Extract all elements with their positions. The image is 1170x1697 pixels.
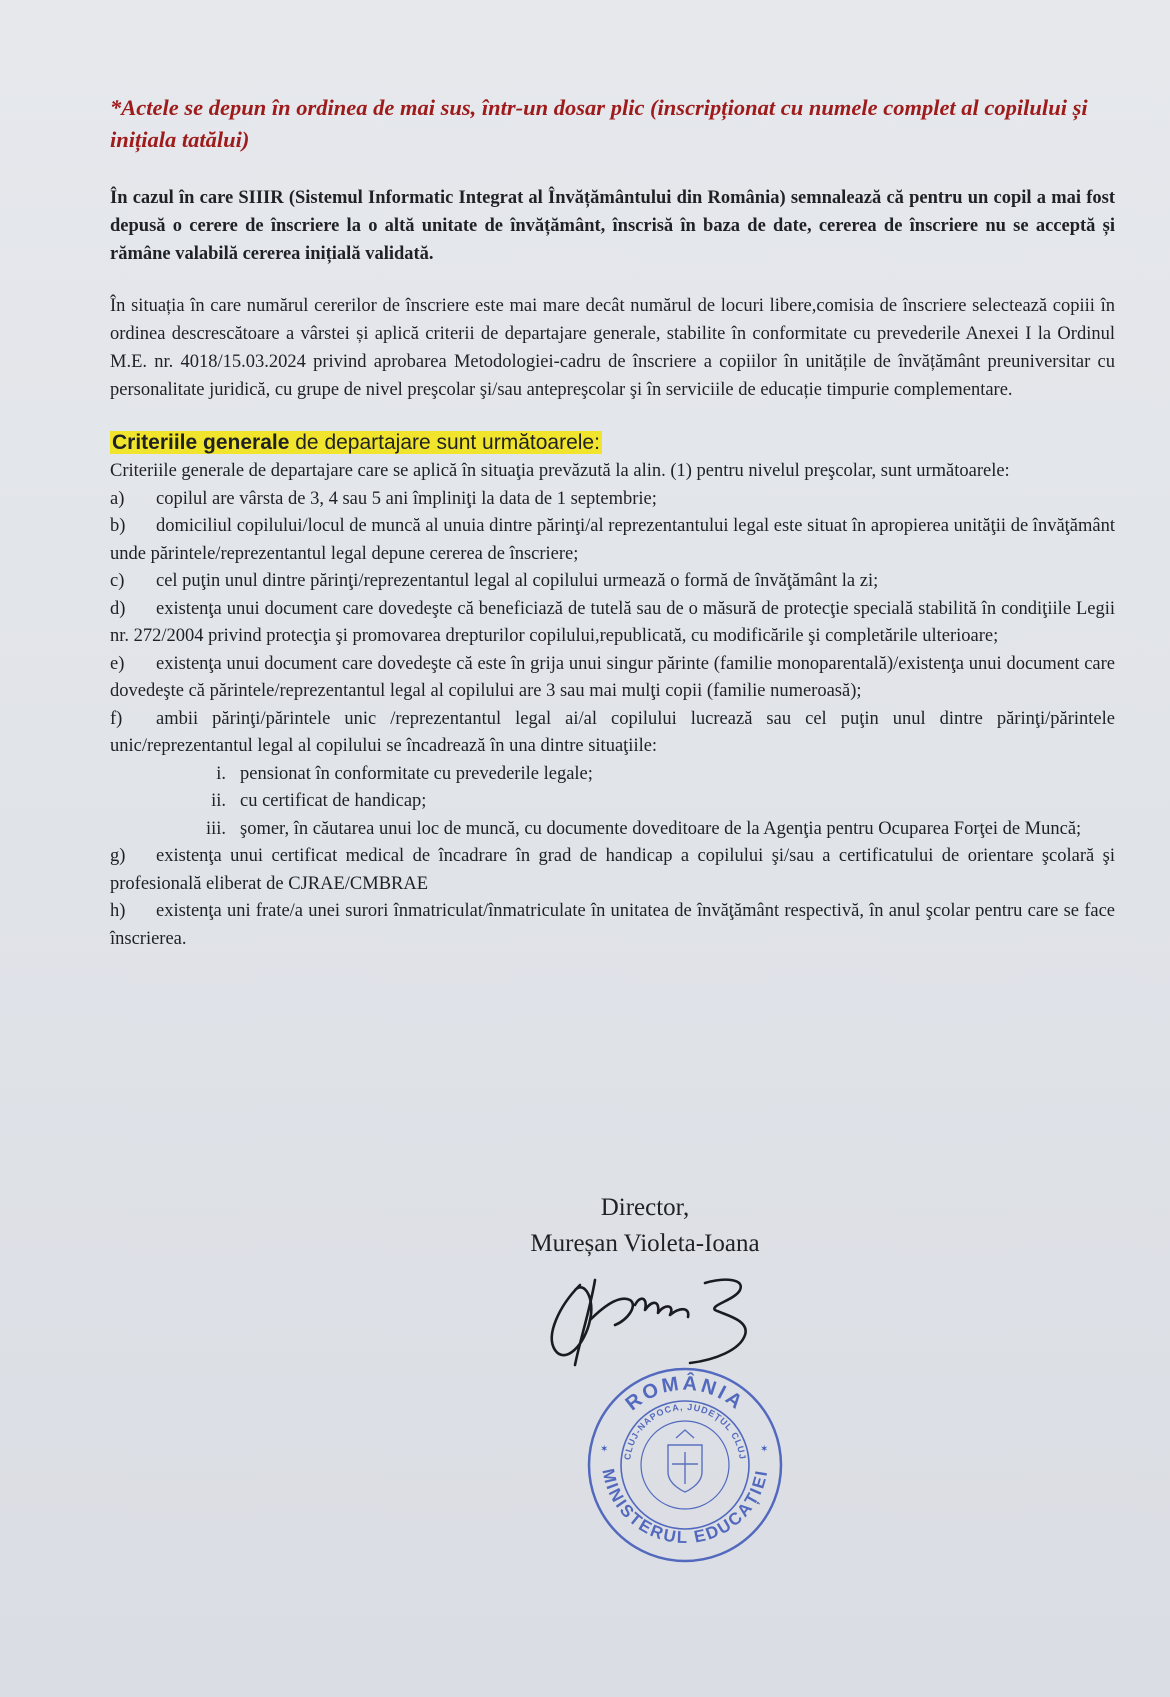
sub-criteria-item — [110, 816, 1115, 844]
criteria-item — [110, 706, 1115, 761]
sub-criteria-text: pensionat în conformitate cu prevederile legale; — [240, 763, 593, 784]
selection-paragraph: În situația în care numărul cererilor de înscriere este mai mare decât numărul de locuri libere,comisia de înscriere selectează copiii în ordinea descrescătoare a vârstei și aplică criterii de departajare generale, stabilite în conformitate cu prevederile Anexei I la Ordinul M.E. nr. 4018/15.03.2024 privind aprobarea Metodologiei-cadru de înscriere a copiilor în unitățile de învățământ preuniversitar cu personalitate juridică, cu grupe de nivel preşcolar şi/sau antepreşcolar şi în serviciile de educație timpurie complementare. — [110, 296, 1115, 400]
criteria-label: e) — [110, 653, 125, 674]
criteria-label: d) — [110, 598, 126, 619]
criteria-label: b) — [110, 516, 126, 536]
criteria-heading — [110, 428, 1115, 458]
criteria-label: g) — [110, 846, 126, 866]
criteria-text: existenţa unui document care dovedeşte că este în grija unui singur părinte (familie monoparentală)/existenţa unui document care dovedeşte că părintele/reprezentantul legal al copilului are 3 sau mai mulţi copii (familie numeroasă); — [110, 653, 1115, 701]
official-stamp — [580, 1360, 790, 1570]
criteria-heading-bold: Criteriile generale — [112, 431, 290, 454]
criteria-text: existenţa unui document care dovedeşte că beneficiază de tutelă sau de o măsură de protecţie specială stabilită în condiţiile Legii nr. 272/2004 privind protecţia şi promovarea drepturilor copilului,republicată, cu modificările şi completările ulterioare; — [110, 598, 1115, 646]
criteria-text: cel puţin unul dintre părinţi/reprezentantul legal al copilului urmează o formă de învăţământ la zi; — [156, 571, 879, 591]
criteria-label: c) — [110, 571, 125, 591]
criteria-label: h) — [110, 901, 126, 921]
handwritten-signature — [540, 1265, 770, 1375]
siiir-paragraph: În cazul în care SIIIR (Sistemul Informatic Integrat al Învățământului din România) semnalează că pentru un copil a mai fost depusă o cerere de înscriere la o altă unitate de învățământ, înscrisă în baza de date, cererea de înscriere nu se acceptă și rămâne valabilă cererea inițială validată. — [110, 188, 1115, 264]
criteria-label: a) — [110, 488, 125, 509]
sub-criteria-text: cu certificat de handicap; — [240, 791, 427, 811]
criteria-item — [110, 486, 1115, 514]
criteria-item — [110, 651, 1115, 706]
criteria-text: copilul are vârsta de 3, 4 sau 5 ani împliniţi la data de 1 septembrie; — [156, 488, 657, 509]
criteria-item — [110, 513, 1115, 568]
criteria-item — [110, 843, 1115, 898]
sub-criteria-item — [110, 761, 1115, 789]
criteria-heading-rest: de departajare sunt următoarele: — [289, 431, 600, 454]
star-icon: ✶ — [600, 1444, 609, 1455]
submission-notice: *Actele se depun în ordinea de mai sus, într-un dosar plic (inscripționat cu numele complet al copilului și inițiala tatălui) — [110, 95, 1088, 152]
criteria-label: f) — [110, 708, 123, 729]
director-name: Mureșan Violeta-Ioana — [530, 1230, 760, 1257]
stamp-outer-top: ROMÂNIA — [621, 1372, 749, 1416]
signature-block — [465, 1190, 825, 1262]
criteria-item — [110, 898, 1115, 953]
coat-of-arms-icon — [668, 1430, 702, 1492]
criteria-intro: Criteriile generale de departajare care se aplică în situaţia prevăzută la alin. (1) pentru nivelul preşcolar, sunt următoarele: — [110, 461, 1010, 481]
stamp-outer-bottom: MINISTERUL EDUCAȚIEI — [598, 1466, 772, 1548]
criteria-text: existenţa uni frate/a unei surori înmatriculat/înmatriculate în unitatea de învăţământ respectivă, în anul şcolar pentru care se face înscrierea. — [110, 901, 1115, 949]
sub-criteria-label: iii. — [205, 818, 226, 839]
svg-text:CLUJ-NAPOCA, JUDEȚUL CLUJ — [622, 1402, 748, 1461]
sub-criteria-label: ii. — [211, 791, 226, 811]
stamp-inner-text: CLUJ-NAPOCA, JUDEȚUL CLUJ — [622, 1401, 748, 1461]
criteria-text: domiciliul copilului/locul de muncă al unuia dintre părinţi/al reprezentantului legal este situat în apropierea unităţii de învăţământ unde părintele/reprezentantul legal depune cererea de înscriere; — [110, 516, 1115, 564]
criteria-item — [110, 596, 1115, 651]
sub-criteria-label: i. — [216, 763, 226, 784]
director-title: Director, — [600, 1194, 690, 1221]
document-body — [110, 92, 1115, 953]
star-icon: ✶ — [760, 1444, 769, 1455]
criteria-list — [110, 458, 1115, 953]
criteria-text: ambii părinţi/părintele unic /reprezentantul legal ai/al copilului lucrează sau cel puţin unul dintre părinţi/părintele unic/reprezentantul legal al copilului se încadrează în una dintre situaţiile: — [110, 708, 1115, 756]
criteria-text: existenţa unui certificat medical de încadrare în grad de handicap a copilului şi/sau a certificatului de orientare şcolară şi profesională eliberat de CJRAE/CMBRAE — [110, 846, 1115, 894]
sub-criteria-text: şomer, în căutarea unui loc de muncă, cu documente doveditoare de la Agenţia pentru Ocuparea Forţei de Muncă; — [240, 818, 1082, 839]
criteria-item — [110, 568, 1115, 596]
sub-criteria-item — [110, 788, 1115, 816]
